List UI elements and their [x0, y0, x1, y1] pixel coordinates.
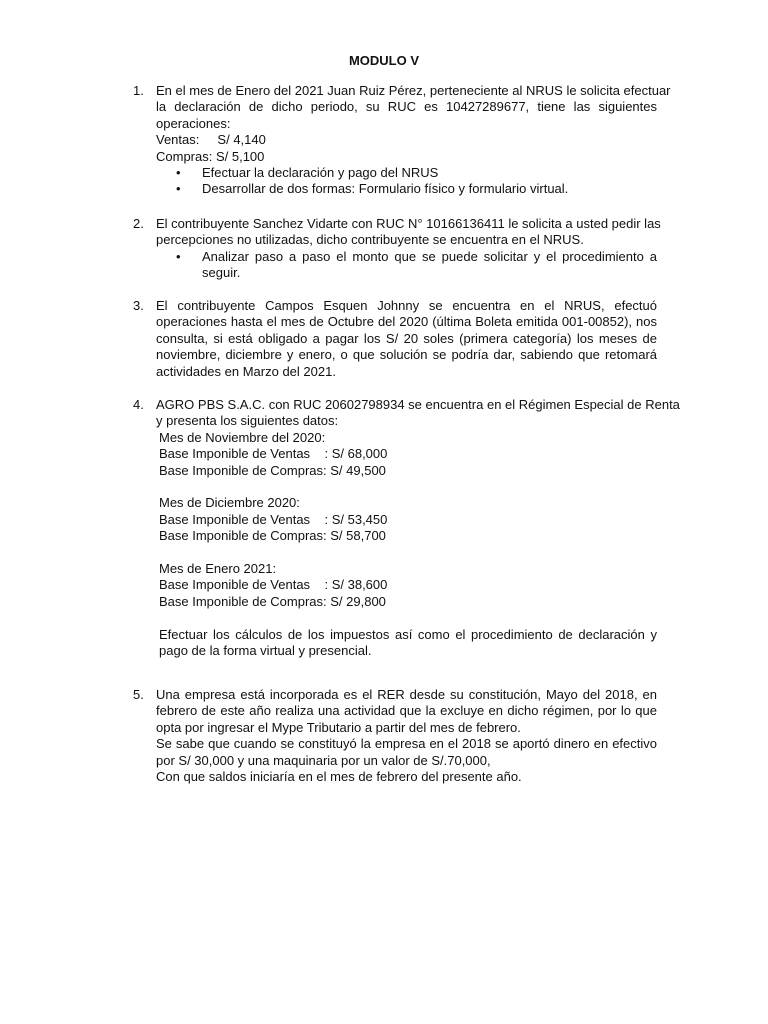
text-line: la declaración de dicho periodo, su RUC es 10427289677, tiene las siguientes [156, 99, 657, 115]
question-number: 1. [133, 83, 144, 98]
month-block-dic [156, 495, 657, 544]
text-line: percepciones no utilizadas, dicho contribuyente se encuentra en el NRUS. [156, 232, 584, 248]
bullet-list [156, 165, 657, 198]
question-2 [133, 216, 661, 282]
text-line: actividades en Marzo del 2021. [156, 363, 336, 379]
text-line: Se sabe que cuando se constituyó la empresa en el 2018 se aportó dinero en efectivo [156, 736, 657, 752]
month-label: Mes de Noviembre del 2020: [159, 429, 326, 445]
bullet-icon: • [176, 248, 181, 264]
month-label: Mes de Enero 2021: [159, 561, 277, 577]
compras-line: Base Imponible de Compras: S/ 29,800 [159, 593, 386, 609]
month-label: Mes de Diciembre 2020: [159, 495, 300, 511]
text-line: noviembre, diciembre y enero, o que solución se podría dar, sabiendo que retomará [156, 347, 657, 363]
bullet-list [156, 249, 657, 282]
compras-line: Base Imponible de Compras: S/ 58,700 [159, 528, 386, 544]
ventas-line: Base Imponible de Ventas : S/ 53,450 [159, 511, 388, 527]
bullet-item: • Desarrollar de dos formas: Formulario físico y formulario virtual. [176, 181, 569, 197]
question-number: 5. [133, 687, 144, 702]
page-title: MODULO V [348, 53, 420, 68]
question-3 [133, 298, 657, 380]
text-line: Con que saldos iniciaría en el mes de febrero del presente año. [156, 769, 522, 785]
ventas-line: Base Imponible de Ventas : S/ 68,000 [159, 446, 388, 462]
text-line: operaciones hasta el mes de Octubre del 2020 (última Boleta emitida 001-00852), nos [156, 314, 657, 330]
text-line: El contribuyente Sanchez Vidarte con RUC N° 10166136411 le solicita a usted pedir las [156, 216, 661, 231]
question-1 [133, 83, 671, 198]
question-number: 3. [133, 298, 144, 313]
bullet-item: • Analizar paso a paso el monto que se puede solicitar y el procedimiento a seguir. [176, 248, 657, 281]
ventas-line: Ventas: S/ 4,140 [156, 132, 266, 148]
bullet-icon: • [176, 165, 181, 181]
compras-line: Compras: S/ 5,100 [156, 148, 265, 164]
text-line: consulta, si está obligado a pagar los S/ 20 soles (primera categoría) los meses de [156, 330, 657, 346]
question-number: 2. [133, 216, 144, 231]
text-line: Efectuar los cálculos de los impuestos así como el procedimiento de declaración y [159, 626, 657, 642]
text-line: operaciones: [156, 115, 231, 131]
question-5 [133, 687, 657, 785]
text-line: pago de la forma virtual y presencial. [159, 643, 372, 659]
text-line: Una empresa está incorporada es el RER desde su constitución, Mayo del 2018, en [156, 687, 657, 702]
text-line: febrero de este año realiza una actividad que la excluye en dicho régimen, por lo que [156, 703, 657, 719]
bullet-item: • Efectuar la declaración y pago del NRUS [176, 165, 439, 181]
question-number: 4. [133, 397, 144, 412]
month-block-nov [156, 430, 657, 479]
text-line: y presenta los siguientes datos: [156, 413, 339, 429]
closing-paragraph [156, 627, 657, 660]
text-line: AGRO PBS S.A.C. con RUC 20602798934 se encuentra en el Régimen Especial de Renta [156, 397, 680, 412]
text-line: En el mes de Enero del 2021 Juan Ruiz Pérez, perteneciente al NRUS le solicita efectuar [156, 83, 671, 98]
month-block-ene [156, 561, 657, 610]
ventas-line: Base Imponible de Ventas : S/ 38,600 [159, 577, 388, 593]
text-line: opta por ingresar el Mype Tributario a partir del mes de febrero. [156, 719, 521, 735]
text-line: por S/ 30,000 y una maquinaria por un valor de S/.70,000, [156, 752, 491, 768]
text-line: El contribuyente Campos Esquen Johnny se encuentra en el NRUS, efectuó [156, 298, 657, 313]
compras-line: Base Imponible de Compras: S/ 49,500 [159, 462, 386, 478]
question-4 [133, 397, 680, 659]
bullet-icon: • [176, 181, 181, 197]
